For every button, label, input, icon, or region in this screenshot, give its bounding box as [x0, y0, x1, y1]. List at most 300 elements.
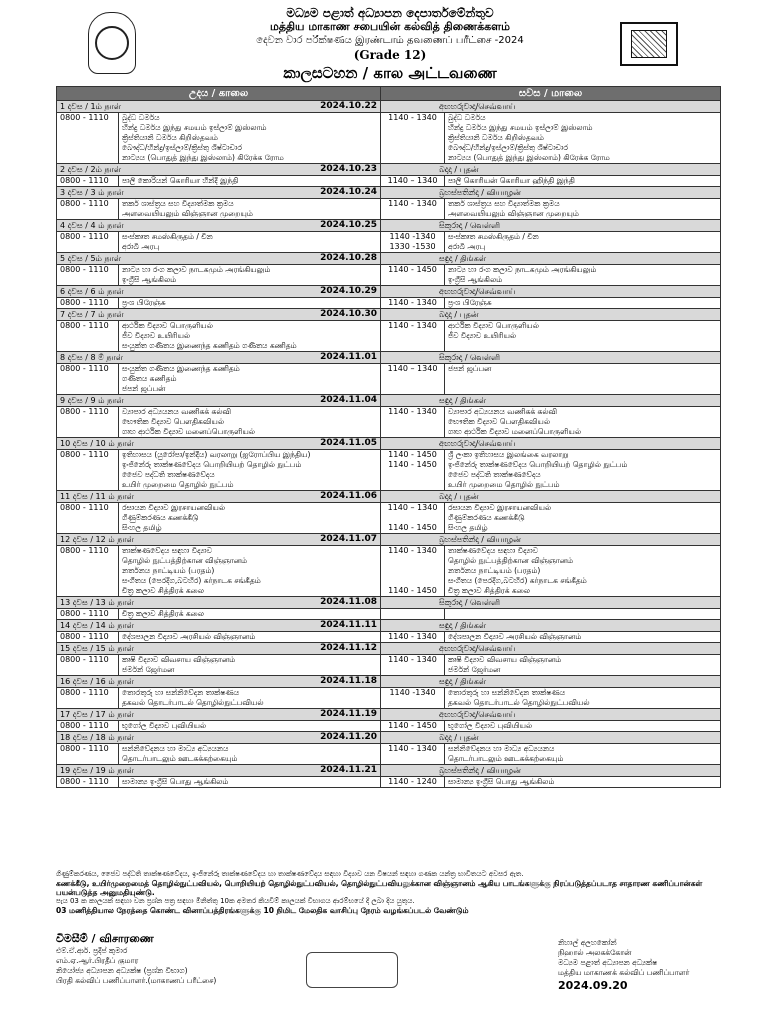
day-label: 3 දවස / 3 ம் நாள்	[60, 188, 124, 197]
morning-time: 0800 - 1110	[57, 546, 119, 597]
timetable-header-row	[57, 87, 721, 101]
evening-time: 1140 - 1340	[381, 298, 445, 309]
day-date: 2024.11.18	[320, 676, 378, 686]
day-date: 2024.10.22	[320, 101, 378, 111]
issue-date: 2024.09.20	[558, 979, 628, 992]
day-weekday-cell	[381, 491, 721, 503]
morning-subjects	[119, 176, 381, 187]
day-label-cell	[57, 643, 381, 655]
day-weekday-cell	[381, 101, 721, 113]
subject-line: නාට්‍ය හා රංග කලාව நாடகமும் அரங்கியலும்	[122, 265, 271, 274]
subject-line: නර්තනය நாட்டியம் (பரதம்)	[122, 566, 215, 575]
day-subjects-row	[57, 450, 721, 491]
subject-line: ශ්‍රී ලංකා ඉතිහාසය இலங்கை வரலாறு	[448, 450, 569, 459]
day-label-cell	[57, 765, 381, 777]
subject-line: සංයුක්ත ගණිතය இணைந்த கணிதம் ගණිතය கணிதம்	[122, 341, 297, 350]
subject-line: ඉංග්‍රීසි ஆங்கிலம்	[122, 275, 177, 284]
morning-subjects	[119, 298, 381, 309]
day-subjects-row	[57, 546, 721, 597]
morning-subjects	[119, 777, 381, 788]
day-weekday: සඳුදා / திங்கள்	[439, 396, 487, 405]
day-label-cell	[57, 620, 381, 632]
header-timetable-title: කාලසටහන / கால அட்டவணை	[283, 64, 497, 82]
subject-line: ක්‍රිස්තියානි ධර්මය கிறிஸ்தவம்	[122, 133, 218, 142]
inquiry-title: විමසීම් / விசாரணை	[56, 932, 154, 945]
evening-time: 1140 - 1240	[381, 777, 445, 788]
morning-subjects	[119, 321, 381, 352]
evening-time: 1140 - 1340	[381, 199, 445, 220]
subject-line: පාලි கொரியன் கொரியா ஹிந்தி இந்தி	[448, 176, 575, 185]
day-subjects-row	[57, 744, 721, 765]
day-label-cell	[57, 709, 381, 721]
day-label: 15 දවස / 15 ம் நாள்	[60, 644, 134, 653]
day-date: 2024.11.21	[320, 765, 378, 775]
day-header-row	[57, 395, 721, 407]
day-subjects-row	[57, 113, 721, 164]
day-label: 7 දවස / 7 ம் நாள்	[60, 310, 124, 319]
morning-time: 0800 - 1110	[57, 407, 119, 438]
day-weekday: බ්‍රහස්පතින්දා / வியாழன்	[439, 188, 521, 197]
evening-subjects	[445, 450, 721, 491]
day-weekday-cell	[381, 187, 721, 199]
day-date: 2024.10.28	[320, 253, 378, 263]
evening-header: සවස / மாலை	[381, 87, 721, 101]
subject-line: රසායන විද්‍යාව இரசாயனவியல்	[122, 503, 226, 512]
director-title-tamil: மத்திய மாகாணக் கல்விப் பணிப்பாளர்	[558, 968, 690, 977]
lion-flag-icon	[620, 22, 678, 66]
day-label: 13 දවස / 13 ம் நாள்	[60, 598, 134, 607]
morning-subjects	[119, 450, 381, 491]
subject-line: දේශපාලන විද්‍යාව அரசியல் விஞ்ஞானம்	[448, 632, 582, 641]
day-label-cell	[57, 438, 381, 450]
day-label-cell	[57, 534, 381, 546]
day-label-cell	[57, 286, 381, 298]
subject-line: ඉංජිනේරු තාක්ෂණවේදය பொறியியற் தொழில் நுட்பம்	[448, 460, 628, 469]
evening-subjects	[445, 364, 721, 395]
day-label-cell	[57, 597, 381, 609]
morning-subjects	[119, 199, 381, 220]
morning-subjects	[119, 655, 381, 676]
subject-line: ජපන් ஜப்பன	[448, 364, 492, 373]
subject-line: භෞතික විද්‍යාව பௌதிகவியல்	[448, 417, 551, 426]
evening-time: 1140 - 1450	[381, 721, 445, 732]
subject-line: කෘෂි විද්‍යාව விவசாய விஞ்ஞானம்	[122, 655, 236, 664]
day-label: 1 දවස / 1ம் நாள்	[60, 102, 122, 111]
day-weekday-cell	[381, 309, 721, 321]
morning-time: 0800 - 1110	[57, 721, 119, 732]
evening-time: 1140 - 1340	[381, 632, 445, 643]
inquiry-role-sinhala: නියෝජ්‍ය අධ්‍යාපන අධ්‍යක්ෂ (ප්‍රශ්න විභාග)	[56, 966, 188, 975]
subject-line: අරාබි அரபு	[122, 242, 160, 251]
day-label: 14 දවස / 14 ம் நாள்	[60, 621, 134, 630]
subject-line: සන්නිවේදනය හා මාධ්‍ය අධ්‍යයනය	[448, 744, 555, 753]
morning-subjects	[119, 744, 381, 765]
day-weekday-cell	[381, 253, 721, 265]
subject-line: සංගීතය (පෙරදිග,බටහිර) கர்நாடக சங்கீதம்	[448, 576, 587, 585]
day-weekday: සිකුරාදා / வெள்ளி	[439, 598, 501, 607]
subject-line: සිංහල தமிழ்	[448, 523, 488, 532]
subject-line: තර්ක ශාස්ත්‍රය සහ විද්‍යාත්මක ක්‍රමය	[122, 199, 234, 208]
day-label: 19 දවස / 19 ம் நாள்	[60, 766, 134, 775]
day-weekday-cell	[381, 597, 721, 609]
morning-subjects	[119, 546, 381, 597]
day-date: 2024.10.24	[320, 187, 378, 197]
subject-line: සාමාන්‍ය ඉංග්‍රීසි பொது ஆங்கிலம்	[448, 777, 555, 786]
day-label-cell	[57, 395, 381, 407]
day-weekday: අඟහරුවාදා/செவ்வாய்	[439, 439, 516, 448]
note-reading-time-tamil: 03 மணித்தியால நேரத்தை கொண்ட வினாப்பத்திரங்களுக்கு 10 நிமிட மேலதிக வாசிப்பு நேரம் வழங்கப்படல் வேண்டும்	[56, 906, 469, 915]
subject-line: ආර්ථික විද්‍යාව பொருளியல்	[122, 321, 213, 330]
morning-subjects	[119, 721, 381, 732]
morning-time: 0800 - 1110	[57, 632, 119, 643]
subject-line: ඉංග්‍රීසි ஆங்கிலம்	[448, 275, 503, 284]
day-subjects-row	[57, 232, 721, 253]
day-label: 9 දවස / 9 ம் நாள்	[60, 396, 124, 405]
day-label: 18 දවස / 18 ம் நாள்	[60, 733, 134, 742]
evening-subjects	[445, 777, 721, 788]
day-weekday: බදාදා / புதன்	[439, 733, 479, 742]
subject-line: ගිණුම්කරණය கணக்கீடு	[448, 513, 525, 522]
subject-line: තොරතුරු හා සන්නිවේදන තාක්ෂණය	[122, 688, 240, 697]
subject-line: පාලි කොරියන් கொரியா හින්දි இந்தி	[122, 176, 239, 185]
evening-time: 1140 - 1340	[381, 407, 445, 438]
evening-subjects	[445, 199, 721, 220]
exam-timetable	[56, 86, 721, 788]
subject-line: ජපන් ஜப்பன்	[122, 384, 166, 393]
day-header-row	[57, 620, 721, 632]
day-weekday: සිකුරාදා / வெள்ளி	[439, 353, 501, 362]
subject-line: චිත්‍ර කලාව சித்திரக் கலை	[122, 586, 205, 595]
subject-line: ආර්ථික විද්‍යාව பொருளியல்	[448, 321, 539, 330]
day-weekday-cell	[381, 676, 721, 688]
morning-time: 0800 - 1110	[57, 199, 119, 220]
day-label: 11 දවස / 11 ம் நாள்	[60, 492, 134, 501]
subject-line: නාට්‍ය හා රංග කලාව நாடகமும் அரங்கியலும்	[448, 265, 597, 274]
subject-line: සාමාන්‍ය ඉංග්‍රීසි பொது ஆங்கிலம்	[122, 777, 229, 786]
header-department-tamil: மத்திய மாகாண சபையின் கல்வித் திணைக்களம்	[270, 20, 510, 33]
morning-subjects	[119, 688, 381, 709]
day-header-row	[57, 253, 721, 265]
subject-line: ගණිතය கணிதம்	[122, 374, 177, 383]
subject-line: ජර්මන් ஜேர்மன	[448, 665, 501, 674]
subject-line: ප්‍රංශ பிரேஞ்சு	[122, 298, 166, 307]
day-weekday-cell	[381, 620, 721, 632]
morning-time: 0800 - 1110	[57, 450, 119, 491]
evening-subjects	[445, 655, 721, 676]
day-label-cell	[57, 309, 381, 321]
day-header-row	[57, 187, 721, 199]
director-title-sinhala: මධ්‍යම පළාත් අධ්‍යාපන අධ්‍යක්ෂ	[558, 958, 658, 967]
day-subjects-row	[57, 176, 721, 187]
evening-subjects	[445, 632, 721, 643]
subject-line: සංගීතය (පෙරදිග,බටහිර) கர்நாடக சங்கீதம்	[122, 576, 261, 585]
subject-line: බෞද්ධ/හින්දු/ඉස්ලාම්/ක්‍රිස්තු ශිෂ්ටාචාර	[122, 143, 243, 152]
morning-subjects	[119, 232, 381, 253]
day-date: 2024.11.06	[320, 491, 378, 501]
subject-line: නර්තනය நாட்டியம் (பரதம்)	[448, 566, 541, 575]
day-date: 2024.10.30	[320, 309, 378, 319]
day-label: 8 දවස / 8 ම් நாள்	[60, 353, 123, 362]
day-header-row	[57, 709, 721, 721]
subject-line: සිංහල தமிழ்	[122, 523, 162, 532]
day-weekday: සිකුරාදා / வெள்ளி	[439, 221, 501, 230]
day-label: 6 දවස / 6 ம் நாள்	[60, 287, 124, 296]
inquiry-name-tamil: எம்.ஏ.ஆர்.பிரதீப் குமார	[56, 956, 139, 965]
day-date: 2024.11.20	[320, 732, 378, 742]
subject-line: ගෘහ ආර්ථික විද්‍යාව மனைப்பொருளியல்	[122, 427, 256, 436]
day-subjects-row	[57, 632, 721, 643]
subject-line: ජෛව පද්ධති තාක්ෂණවේදය	[122, 470, 215, 479]
subject-line: බෞද්ධ/හින්දු/ඉස්ලාම්/ක්‍රිස්තු ශිෂ්ටාචාර	[448, 143, 569, 152]
day-weekday: බ්‍රහස්පතින්දා / வியாழன்	[439, 535, 521, 544]
day-weekday-cell	[381, 534, 721, 546]
subject-line: හින්දු ධර්මය இந்து சமயம் ඉස්ලාම් இஸ்லாம்	[122, 123, 267, 132]
subject-line: නාට්‍යය (பொதுத் இந்து இஸ்லாம்) கிரேக்க ரோம	[448, 153, 610, 162]
evening-subjects	[445, 176, 721, 187]
subject-line: அளவையியலும் விஞ்ஞான முறையும்	[448, 209, 579, 218]
day-label-cell	[57, 187, 381, 199]
day-header-row	[57, 309, 721, 321]
evening-subjects	[445, 721, 721, 732]
subject-line: தகவல் தொடர்பாடல் தொழில்நுட்பவியல்	[448, 698, 590, 707]
note-reading-time-sinhala: පැය 03 ක කාලයක් සඳහා වන ප්‍රශ්න පත්‍ර සඳහා මිනිත්තු 10ක අමතර කියවීම් කාලයක් විභාගය ආරම්භයේ දී ලබා දිය යුතුය.	[56, 897, 415, 905]
day-date: 2024.11.04	[320, 395, 378, 405]
evening-time: 1140 -1340	[381, 688, 445, 709]
day-label-cell	[57, 164, 381, 176]
day-weekday: සඳුදා / திங்கள்	[439, 254, 487, 263]
day-weekday: බදාදා / புதன்	[439, 165, 479, 174]
day-label-cell	[57, 491, 381, 503]
subject-line: සංස්කෘත சமஸ்கிருதம் / චීන	[122, 232, 213, 241]
header-exam-title: දෙවන වාර පරීක්ෂණය இரண்டாம் தவணைப் பரீட்சை -2024	[256, 35, 524, 46]
day-date: 2024.10.29	[320, 286, 378, 296]
day-header-row	[57, 643, 721, 655]
subject-line: உயிர் முறைமை தொழில் நுட்பம்	[122, 480, 234, 489]
subject-line: ඉංජිනේරු තාක්ෂණවේදය பொறியியற் தொழில் நுட்பம்	[122, 460, 302, 469]
subject-line: உயிர் முறைமை தொழில் நுட்பம்	[448, 480, 560, 489]
subject-line: රසායන විද්‍යාව இரசாயனவியல்	[448, 503, 552, 512]
header-department-sinhala: මධ්‍යම පළාත් අධ්‍යාපන දෙපාර්තමේන්තුව	[286, 6, 494, 20]
subject-line: සන්නිවේදනය හා මාධ්‍ය අධ්‍යයනය	[122, 744, 229, 753]
day-weekday-cell	[381, 220, 721, 232]
subject-line: தொழில் நுட்பத்திற்கான விஞ்ஞானம்	[122, 556, 248, 565]
subject-line: ජර්මන් ஜேர்மன	[122, 665, 175, 674]
day-subjects-row	[57, 298, 721, 309]
evening-time: 1140 – 1340	[381, 176, 445, 187]
inquiry-name-sinhala: එම්.ඒ.ආර්. ප්‍රදීප් කුමාර	[56, 946, 128, 955]
stamp-box	[306, 952, 398, 988]
day-weekday: අඟහරුවාදා/செவ்வாய்	[439, 710, 516, 719]
morning-time: 0800 - 1110	[57, 232, 119, 253]
day-date: 2024.10.25	[320, 220, 378, 230]
director-name-sinhala: නිහාල් අලහකෝන්	[558, 938, 617, 947]
notes-section	[56, 870, 720, 915]
day-label: 5 දවස / 5ம் நாள்	[60, 254, 122, 263]
day-label-cell	[57, 676, 381, 688]
day-weekday-cell	[381, 352, 721, 364]
morning-time: 0800 - 1110	[57, 298, 119, 309]
day-header-row	[57, 534, 721, 546]
day-label: 12 දවස / 12 ம் நாள்	[60, 535, 134, 544]
day-subjects-row	[57, 503, 721, 534]
subject-line: அளவையியலும் விஞ்ஞான முறையும்	[122, 209, 253, 218]
day-label-cell	[57, 101, 381, 113]
day-label-cell	[57, 253, 381, 265]
day-subjects-row	[57, 721, 721, 732]
subject-line: ජීව විද්‍යාව உயிரியல்	[448, 331, 517, 340]
evening-subjects	[445, 407, 721, 438]
day-date: 2024.11.12	[320, 643, 378, 653]
header-grade: (Grade 12)	[353, 48, 427, 62]
morning-time: 0800 - 1110	[57, 688, 119, 709]
day-date: 2024.11.19	[320, 709, 378, 719]
subject-line: ජීව විද්‍යාව உயிரியல்	[122, 331, 191, 340]
day-subjects-row	[57, 777, 721, 788]
day-weekday-cell	[381, 765, 721, 777]
subject-line: චිත්‍ර කලාව சித்திரக் கலை	[122, 609, 205, 618]
day-subjects-row	[57, 364, 721, 395]
morning-subjects	[119, 407, 381, 438]
day-header-row	[57, 164, 721, 176]
day-date: 2024.11.01	[320, 352, 378, 362]
morning-header: උදය / காலை	[57, 87, 381, 101]
subject-line: තාක්ෂණවේදය සඳහා විද්‍යාව	[122, 546, 213, 555]
day-label-cell	[57, 732, 381, 744]
subject-line: චිත්‍ර කලාව சித்திரக் கலை	[448, 586, 531, 595]
subject-line: தொழில் நுட்பத்திற்கான விஞ்ஞானம்	[448, 556, 574, 565]
evening-time: 1140 - 1340	[381, 113, 445, 164]
day-date: 2024.10.23	[320, 164, 378, 174]
day-weekday: බ්‍රහස්පතින්දා / வியாழன்	[439, 766, 521, 775]
subject-line: හින්දු ධර්මය இந்து சமயம் ඉස්ලාම් இஸ்லாம்	[448, 123, 593, 132]
day-weekday: අඟහරුවාදා/செவ்வாய்	[439, 287, 516, 296]
page-header	[0, 0, 768, 86]
evening-subjects	[445, 232, 721, 253]
government-emblem-icon	[88, 12, 136, 74]
evening-time: 1140 - 1340 1140 - 1450	[381, 546, 445, 597]
day-weekday: අඟහරුවාදා/செவ்வாய்	[439, 102, 516, 111]
morning-time: 0800 - 1110	[57, 503, 119, 534]
subject-line: ඉතිහාසය (යුරෝපා/ඉන්දීය) வரலாறு (ஐரோப்பிய இந்திய)	[122, 450, 311, 459]
subject-line: අරාබි அரபு	[448, 242, 486, 251]
day-weekday-cell	[381, 286, 721, 298]
evening-subjects	[445, 609, 721, 620]
day-weekday-cell	[381, 709, 721, 721]
morning-time: 0800 - 1110	[57, 265, 119, 286]
day-subjects-row	[57, 199, 721, 220]
morning-subjects	[119, 113, 381, 164]
subject-line: ව්‍යාපාර අධ්‍යයනය வணிகக் கல்வி	[448, 407, 558, 416]
subject-line: ගිණුම්කරණය கணக்கீடு	[122, 513, 199, 522]
day-subjects-row	[57, 265, 721, 286]
morning-subjects	[119, 632, 381, 643]
day-weekday-cell	[381, 643, 721, 655]
day-weekday-cell	[381, 395, 721, 407]
morning-subjects	[119, 503, 381, 534]
subject-line: தொடர்பாடலும் ஊடகக்கற்கையும்	[448, 754, 564, 763]
day-header-row	[57, 732, 721, 744]
subject-line: බුද්ධ ධර්මය	[122, 113, 160, 122]
morning-time: 0800 - 1110	[57, 113, 119, 164]
evening-time: 1140 -1340 1330 -1530	[381, 232, 445, 253]
morning-time: 0800 - 1110	[57, 364, 119, 395]
day-weekday: බදාදා / புதன்	[439, 492, 479, 501]
subject-line: නාට්‍යය (பொதுத் இந்து இஸ்லாம்) கிரேக்க ரோம	[122, 153, 284, 162]
subject-line: ජෛව පද්ධති තාක්ෂණවේදය	[448, 470, 541, 479]
director-name-tamil: நிஹால் அலகக்கோன்	[558, 948, 632, 957]
day-label: 10 දවස / 10 ம் நாள்	[60, 439, 134, 448]
day-label-cell	[57, 352, 381, 364]
inquiry-contact	[56, 932, 216, 986]
day-label: 2 දවස / 2ம் நாள்	[60, 165, 122, 174]
day-weekday-cell	[381, 164, 721, 176]
day-header-row	[57, 286, 721, 298]
morning-subjects	[119, 609, 381, 620]
day-weekday: සඳුදා / திங்கள்	[439, 621, 487, 630]
day-subjects-row	[57, 321, 721, 352]
evening-subjects	[445, 265, 721, 286]
morning-subjects	[119, 265, 381, 286]
subject-line: தொடர்பாடலும் ஊடகக்கற்கையும்	[122, 754, 238, 763]
subject-line: භූගෝල විද්‍යාව புவியியல்	[122, 721, 207, 730]
morning-time: 0800 - 1110	[57, 321, 119, 352]
day-weekday: අඟහරුවාදා/செவ்வாய்	[439, 644, 516, 653]
subject-line: සංයුක්ත ගණිතය இணைந்த கணிதம்	[122, 364, 240, 373]
day-header-row	[57, 101, 721, 113]
morning-subjects	[119, 364, 381, 395]
day-header-row	[57, 438, 721, 450]
day-subjects-row	[57, 655, 721, 676]
day-label: 4 දවස / 4 ம் நாள்	[60, 221, 124, 230]
subject-line: බුද්ධ ධර්මය	[448, 113, 486, 122]
subject-line: තාක්ෂණවේදය සඳහා විද්‍යාව	[448, 546, 539, 555]
day-subjects-row	[57, 688, 721, 709]
evening-time: 1140 - 1340	[381, 655, 445, 676]
day-weekday: බදාදා / புதன்	[439, 310, 479, 319]
day-header-row	[57, 352, 721, 364]
evening-time: 1140 – 1340 1140 - 1450	[381, 503, 445, 534]
subject-line: தகவல் தொடர்பாடல் தொழில்நுட்பவியல்	[122, 698, 264, 707]
subject-line: කෘෂි විද්‍යාව விவசாய விஞ்ஞானம்	[448, 655, 562, 664]
day-subjects-row	[57, 609, 721, 620]
note-calculator-sinhala: ගිණුම්කරණය, ජෛව පද්ධති තාක්ෂණවේදය, ඉංජිනේරු තාක්ෂණවේදය හා තාක්ෂණවේදය සඳහා විද්‍යාව යන විෂයන් සඳහා ගණක යන්ත්‍ර භාවිතයට අවසර ඇත.	[56, 870, 524, 878]
day-subjects-row	[57, 407, 721, 438]
note-calculator-tamil: கணக்கீடு, உயிர்முறைமைத் தொழில்நுட்பவியல், பொறியியற் தொழில்நுட்பவியல், தொழில்நுட்பவியலுக்கான விஞ்ஞானம் ஆகிய பாடங்களுக்கு நிரப்படுத்தப்படாத சாதாரண கணிப்பான்கள் பயன்படுத்த அனுமதியுண்டு.	[56, 879, 703, 897]
inquiry-role-tamil: பிரதி கல்விப் பணிப்பாளர்.(மாகாணப் பரீட்சை)	[56, 976, 217, 985]
morning-time: 0800 - 1110	[57, 777, 119, 788]
evening-subjects	[445, 298, 721, 309]
subject-line: ව්‍යාපාර අධ්‍යයනය வணிகக் கல்வி	[122, 407, 232, 416]
director-signature	[558, 938, 689, 994]
day-date: 2024.11.05	[320, 438, 378, 448]
evening-subjects	[445, 744, 721, 765]
subject-line: භූගෝල විද්‍යාව புவியியல்	[448, 721, 533, 730]
subject-line: දේශපාලන විද්‍යාව அரசியல் விஞ்ஞானம்	[122, 632, 256, 641]
morning-time: 0800 - 1110	[57, 744, 119, 765]
timetable-body	[57, 101, 721, 788]
morning-time: 0800 - 1110	[57, 609, 119, 620]
day-weekday: සඳුදා / திங்கள்	[439, 677, 487, 686]
evening-time: 1140 - 1340	[381, 744, 445, 765]
evening-time: 1140 – 1340	[381, 364, 445, 395]
evening-time: 1140 - 1340	[381, 321, 445, 352]
morning-time: 0800 - 1110	[57, 176, 119, 187]
subject-line: සංස්කෘත சமஸ்கிருதம் / චීන	[448, 232, 539, 241]
subject-line: භෞතික විද්‍යාව பௌதிகவியல்	[122, 417, 225, 426]
evening-subjects	[445, 321, 721, 352]
day-date: 2024.11.08	[320, 597, 378, 607]
day-header-row	[57, 765, 721, 777]
